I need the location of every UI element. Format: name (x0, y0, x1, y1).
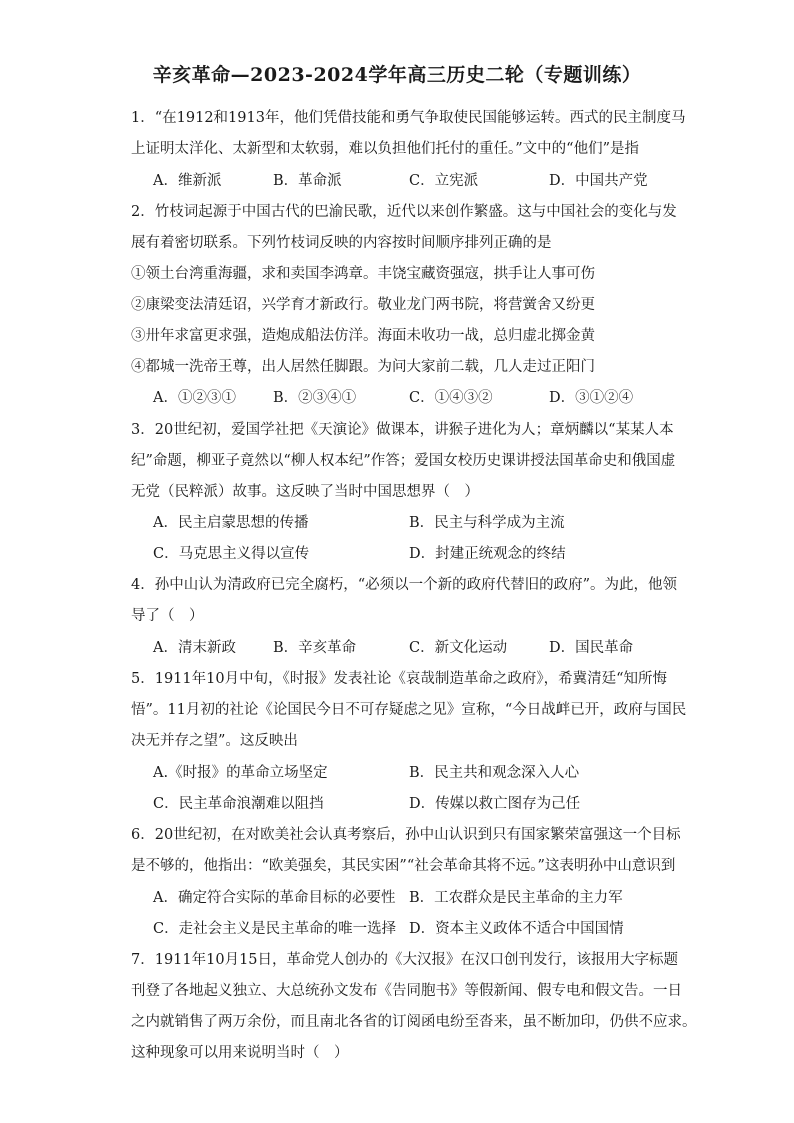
question-5-option-a: A.《时报》的革命立场坚定 (153, 765, 328, 781)
question-7-line-1: 7．1911年10月15日，革命党人创办的《大汉报》在汉口创刊发行，该报用大字标题 (131, 952, 679, 968)
question-3-option-b: B．民主与科学成为主流 (409, 515, 565, 531)
question-4-option-b: B．辛亥革命 (273, 640, 357, 656)
question-2-line-5: ③卅年求富更求强，造炮成船法仿洋。海面未收功一战，总归虚北掷金黄 (131, 328, 595, 344)
question-7-line-4: 这种现象可以用来说明当时（ ） (131, 1045, 349, 1061)
question-6-option-c: C．走社会主义是民主革命的唯一选择 (153, 921, 397, 937)
question-2-option-b: B．②③④① (273, 390, 357, 406)
question-3-option-d: D．封建正统观念的终结 (409, 546, 566, 562)
question-2-line-4: ②康梁变法清廷诏，兴学育才新政行。敬业龙门两书院，将营黉舍又纷更 (131, 297, 595, 313)
question-2-option-a: A．①②③① (153, 390, 236, 406)
question-6-line-1: 6．20世纪初，在对欧美社会认真考察后，孙中山认识到只有国家繁荣富强这一个目标 (131, 827, 681, 843)
question-1-option-d: D．中国共产党 (549, 173, 648, 189)
question-4-line-1: 4．孙中山认为清政府已完全腐朽，“必须以一个新的政府代替旧的政府”。为此，他领 (131, 577, 678, 593)
question-2-line-1: 2．竹枝词起源于中国古代的巴渝民歌，近代以来创作繁盛。这与中国社会的变化与发 (131, 204, 677, 220)
question-2-option-c: C．①④③② (409, 390, 493, 406)
question-2-line-2: 展有着密切联系。下列竹枝词反映的内容按时间顺序排列正确的是 (131, 235, 552, 251)
question-3-line-1: 3．20世纪初，爱国学社把《天演论》做课本，讲猴子进化为人；章炳麟以“某某人本 (131, 422, 674, 438)
question-6-option-a: A．确定符合实际的革命目标的必要性 (153, 890, 396, 906)
question-4-line-2: 导了（ ） (131, 608, 204, 624)
question-4-option-d: D．国民革命 (549, 640, 634, 656)
question-3-line-3: 无党（民粹派）故事。这反映了当时中国思想界（ ） (131, 484, 479, 500)
question-1-line-2: 上证明太洋化、太新型和太软弱，难以负担他们托付的重任。”文中的“他们”是指 (131, 141, 639, 157)
question-6-line-2: 是不够的，他指出：“欧美强矣，其民实困”“社会革命其将不远。”这表明孙中山意识到 (131, 858, 676, 874)
question-7-line-3: 之内就销售了两万余份，而且南北各省的订阅函电纷至沓来，虽不断加印，仍供不应求。 (131, 1014, 697, 1030)
question-5-line-1: 5．1911年10月中旬，《时报》发表社论《哀哉制造革命之政府》，希冀清廷“知所悔 (131, 671, 667, 687)
question-1-option-a: A．维新派 (153, 173, 222, 189)
question-3-option-c: C．马克思主义得以宣传 (153, 546, 310, 562)
question-1-option-c: C．立宪派 (409, 173, 479, 189)
question-1-line-1: 1．“在1912和1913年，他们凭借技能和勇气争取使民国能够运转。西式的民主制度马 (131, 110, 686, 126)
question-2-option-d: D．③①②④ (549, 390, 634, 406)
question-4-option-c: C．新文化运动 (409, 640, 508, 656)
question-2-line-3: ①领土台湾重海疆，求和卖国李鸿章。丰饶宝藏资强寇，拱手让人事可伤 (131, 266, 595, 282)
question-4-option-a: A．清末新政 (153, 640, 236, 656)
question-1-option-b: B．革命派 (273, 173, 342, 189)
question-6-option-b: B．工农群众是民主革命的主力军 (409, 890, 623, 906)
question-3-option-a: A．民主启蒙思想的传播 (153, 515, 309, 531)
question-5-option-b: B．民主共和观念深入人心 (409, 765, 580, 781)
question-6-option-d: D．资本主义政体不适合中国国情 (409, 921, 624, 937)
question-7-line-2: 刊登了各地起义独立、大总统孙文发布《告同胞书》等假新闻、假专电和假文告。一日 (131, 983, 682, 999)
page-title: 辛亥革命—2023-2024学年高三历史二轮（专题训练） (152, 64, 642, 86)
question-2-line-6: ④都城一洗帝王尊，出人居然任脚跟。为问大家前二载，几人走过正阳门 (131, 359, 595, 375)
question-3-line-2: 纪”命题，柳亚子竟然以“柳人权本纪”作答；爱国女校历史课讲授法国革命史和俄国虚 (131, 453, 676, 469)
question-5-option-c: C．民主革命浪潮难以阻挡 (153, 796, 324, 812)
question-5-line-2: 悟”。11月初的社论《论国民今日不可存疑虑之见》宣称，“今日战衅已开，政府与国民 (131, 702, 687, 718)
question-5-option-d: D．传媒以救亡图存为己任 (409, 796, 581, 812)
question-5-line-3: 决无并存之望”。这反映出 (131, 733, 298, 749)
